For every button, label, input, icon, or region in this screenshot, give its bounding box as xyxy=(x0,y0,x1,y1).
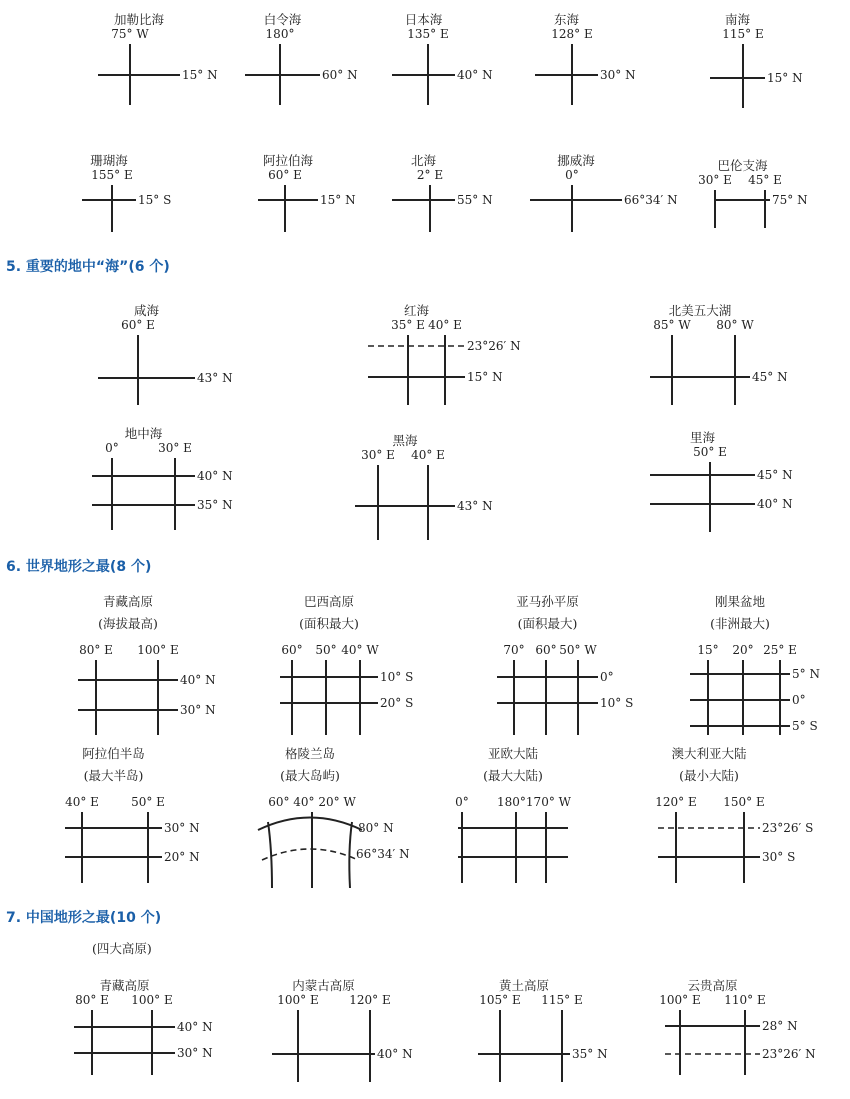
grid-diagram xyxy=(280,594,413,735)
diagram-title: 黑海 xyxy=(392,433,418,448)
longitude-label: 115° E xyxy=(722,27,764,41)
longitude-label: 15° xyxy=(697,643,719,657)
latitude-label: 15° N xyxy=(320,193,356,207)
grid-diagram xyxy=(478,978,608,1082)
latitude-label: 40° N xyxy=(757,497,793,511)
latitude-label: 23°26′ N xyxy=(762,1047,816,1061)
latitude-label: 40° N xyxy=(177,1020,213,1034)
diagram-layer xyxy=(65,12,820,1082)
longitude-label: 100° E xyxy=(659,993,701,1007)
diagram-title: 日本海 xyxy=(404,12,443,27)
grid-diagram xyxy=(98,303,233,405)
diagram-subtitle: (最大半岛) xyxy=(83,768,144,783)
longitude-label: 50° E xyxy=(693,445,727,459)
section-heading-7: 7. 中国地形之最(10 个) xyxy=(6,910,162,926)
longitude-label: 50° xyxy=(315,643,337,657)
latitude-label: 28° N xyxy=(762,1019,798,1033)
parallel-dashed-line xyxy=(262,849,358,860)
longitude-label: 20° xyxy=(732,643,754,657)
latitude-label: 15° S xyxy=(138,193,172,207)
diagram-title: 阿拉伯海 xyxy=(262,153,314,168)
latitude-label: 40° N xyxy=(180,673,216,687)
longitude-label: 180° xyxy=(265,27,295,41)
diagram-subtitle: (最小大陆) xyxy=(679,768,739,783)
latitude-label: 10° S xyxy=(600,696,634,710)
latitude-label: 35° N xyxy=(197,498,233,512)
longitude-label: 35° E xyxy=(391,318,425,332)
longitude-label: 50° E xyxy=(131,795,165,809)
latitude-label: 5° S xyxy=(792,719,818,733)
longitude-label: 30° E xyxy=(361,448,395,462)
longitude-label: 155° E xyxy=(91,168,133,182)
latitude-label: 43° N xyxy=(197,371,233,385)
diagram-title: 珊瑚海 xyxy=(90,153,128,168)
diagram-subtitle: (最大大陆) xyxy=(483,768,543,783)
latitude-label: 30° N xyxy=(600,68,636,82)
longitude-label: 40° E xyxy=(411,448,445,462)
diagram-title: 地中海 xyxy=(124,426,163,441)
diagram-subtitle: (面积最大) xyxy=(517,616,578,631)
longitude-label: 75° W xyxy=(111,27,149,41)
diagram-title: 里海 xyxy=(689,430,716,445)
longitude-label: 80° E xyxy=(79,643,113,657)
longitude-label: 40° E xyxy=(65,795,99,809)
diagram-title: 咸海 xyxy=(133,303,160,318)
longitude-label: 60° xyxy=(281,643,303,657)
diagram-title: 刚果盆地 xyxy=(714,594,766,609)
longitude-label: 100° E xyxy=(131,993,173,1007)
latitude-label: 10° S xyxy=(380,670,414,684)
longitude-label: 100° E xyxy=(277,993,319,1007)
longitude-label: 150° E xyxy=(723,795,765,809)
section-heading-6: 6. 世界地形之最(8 个) xyxy=(6,559,152,575)
diagram-title: 北美五大湖 xyxy=(668,303,732,318)
latitude-label: 23°26′ N xyxy=(467,339,521,353)
latitude-label: 20° N xyxy=(164,850,200,864)
grid-diagram xyxy=(258,746,410,888)
latitude-label: 15° N xyxy=(767,71,803,85)
longitude-label: 120° E xyxy=(349,993,391,1007)
group7-heading: (四大高原) xyxy=(92,941,152,956)
diagram-title: 亚欧大陆 xyxy=(487,746,539,761)
latitude-label: 20° S xyxy=(380,696,414,710)
latitude-label: 23°26′ S xyxy=(762,821,814,835)
longitude-label: 120° E xyxy=(655,795,697,809)
grid-diagram xyxy=(98,12,218,105)
latitude-label: 75° N xyxy=(772,193,808,207)
diagram-subtitle: (面积最大) xyxy=(299,616,359,631)
diagram-title: 澳大利亚大陆 xyxy=(671,746,747,761)
longitude-label: 60° 40° 20° W xyxy=(268,795,356,809)
diagram-subtitle: (非洲最大) xyxy=(710,616,770,631)
latitude-label: 55° N xyxy=(457,193,493,207)
latitude-label: 45° N xyxy=(757,468,793,482)
latitude-label: 40° N xyxy=(197,469,233,483)
diagram-subtitle: (最大岛屿) xyxy=(280,768,340,783)
diagram-title: 巴西高原 xyxy=(303,594,355,609)
longitude-label: 85° W xyxy=(653,318,691,332)
longitude-label: 40° W xyxy=(341,643,379,657)
grid-diagram xyxy=(535,12,636,105)
latitude-label: 43° N xyxy=(457,499,493,513)
grid-diagram xyxy=(92,426,233,530)
meridian-line xyxy=(349,822,352,888)
grid-diagram xyxy=(258,153,356,232)
longitude-label: 180°170° W xyxy=(497,795,571,809)
longitude-label: 80° E xyxy=(75,993,109,1007)
diagram-title: 黄土高原 xyxy=(498,978,550,993)
diagram-title: 亚马孙平原 xyxy=(516,594,579,609)
diagram-title: 南海 xyxy=(724,12,751,27)
diagram-title: 北海 xyxy=(410,153,437,168)
grid-diagram xyxy=(690,594,820,735)
diagram-title: 云贵高原 xyxy=(687,978,738,993)
diagram-title: 青藏高原 xyxy=(99,978,150,993)
grid-diagram xyxy=(392,12,493,105)
longitude-label: 60° xyxy=(535,643,557,657)
longitude-label: 30° E xyxy=(698,173,732,187)
diagram-subtitle: (海拔最高) xyxy=(98,616,158,631)
latitude-label: 45° N xyxy=(752,370,788,384)
longitude-label: 50° W xyxy=(559,643,597,657)
diagram-title: 挪威海 xyxy=(557,153,595,168)
latitude-label: 30° N xyxy=(177,1046,213,1060)
longitude-label: 45° E xyxy=(748,173,782,187)
longitude-label: 60° E xyxy=(268,168,302,182)
grid-diagram xyxy=(355,433,493,540)
latitude-label: 30° N xyxy=(164,821,200,835)
longitude-label: 115° E xyxy=(541,993,583,1007)
grid-diagram xyxy=(530,153,678,232)
latitude-label: 30° S xyxy=(762,850,796,864)
latitude-label: 40° N xyxy=(457,68,493,82)
grid-diagram xyxy=(659,978,815,1075)
latitude-label: 60° N xyxy=(322,68,358,82)
longitude-label: 100° E xyxy=(137,643,179,657)
longitude-label: 105° E xyxy=(479,993,521,1007)
longitude-label: 30° E xyxy=(158,441,192,455)
grid-diagram xyxy=(710,12,803,108)
grid-diagram xyxy=(497,594,633,735)
longitude-label: 135° E xyxy=(407,27,449,41)
grid-diagram xyxy=(455,746,571,883)
latitude-label: 0° xyxy=(792,693,806,707)
latitude-label: 80° N xyxy=(358,821,394,835)
grid-diagram xyxy=(392,153,493,232)
latitude-label: 40° N xyxy=(377,1047,413,1061)
grid-diagram xyxy=(650,303,788,405)
diagram-title: 东海 xyxy=(553,12,580,27)
section-heading-5: 5. 重要的地中“海”(6 个) xyxy=(6,259,170,275)
longitude-label: 40° E xyxy=(428,318,462,332)
longitude-label: 2° E xyxy=(416,168,444,182)
latitude-label: 35° N xyxy=(572,1047,608,1061)
diagram-title: 内蒙古高原 xyxy=(292,978,355,993)
longitude-label: 80° W xyxy=(716,318,754,332)
latitude-label: 15° N xyxy=(467,370,503,384)
longitude-label: 0° xyxy=(565,168,579,182)
grid-diagram xyxy=(655,746,813,883)
grid-diagram xyxy=(82,153,171,232)
diagram-title: 巴伦支海 xyxy=(717,158,768,173)
grid-diagram xyxy=(78,594,216,735)
latitude-label: 15° N xyxy=(182,68,218,82)
latitude-label: 0° xyxy=(600,670,614,684)
longitude-label: 0° xyxy=(105,441,119,455)
longitude-label: 60° E xyxy=(121,318,155,332)
grid-diagram xyxy=(272,978,413,1082)
diagram-title: 白令海 xyxy=(263,12,302,27)
latitude-label: 5° N xyxy=(792,667,820,681)
diagram-title: 格陵兰岛 xyxy=(284,746,336,761)
latitude-label: 30° N xyxy=(180,703,216,717)
grid-diagram xyxy=(245,12,358,105)
diagram-title: 红海 xyxy=(403,303,430,318)
diagram-title: 青藏高原 xyxy=(102,594,154,609)
longitude-label: 25° E xyxy=(763,643,797,657)
grid-diagram xyxy=(368,303,521,405)
grid-diagram xyxy=(74,978,213,1075)
longitude-label: 0° xyxy=(455,795,469,809)
longitude-label: 70° xyxy=(503,643,525,657)
grid-diagram xyxy=(698,158,808,228)
meridian-line xyxy=(268,822,272,888)
longitude-label: 110° E xyxy=(724,993,766,1007)
diagram-title: 加勒比海 xyxy=(113,12,165,27)
longitude-label: 128° E xyxy=(551,27,593,41)
grid-diagram xyxy=(65,746,200,883)
grid-diagram xyxy=(650,430,793,532)
parallel-line xyxy=(258,818,362,831)
latitude-label: 66°34′ N xyxy=(356,847,410,861)
diagram-title: 阿拉伯半岛 xyxy=(82,746,145,761)
latitude-label: 66°34′ N xyxy=(624,193,678,207)
